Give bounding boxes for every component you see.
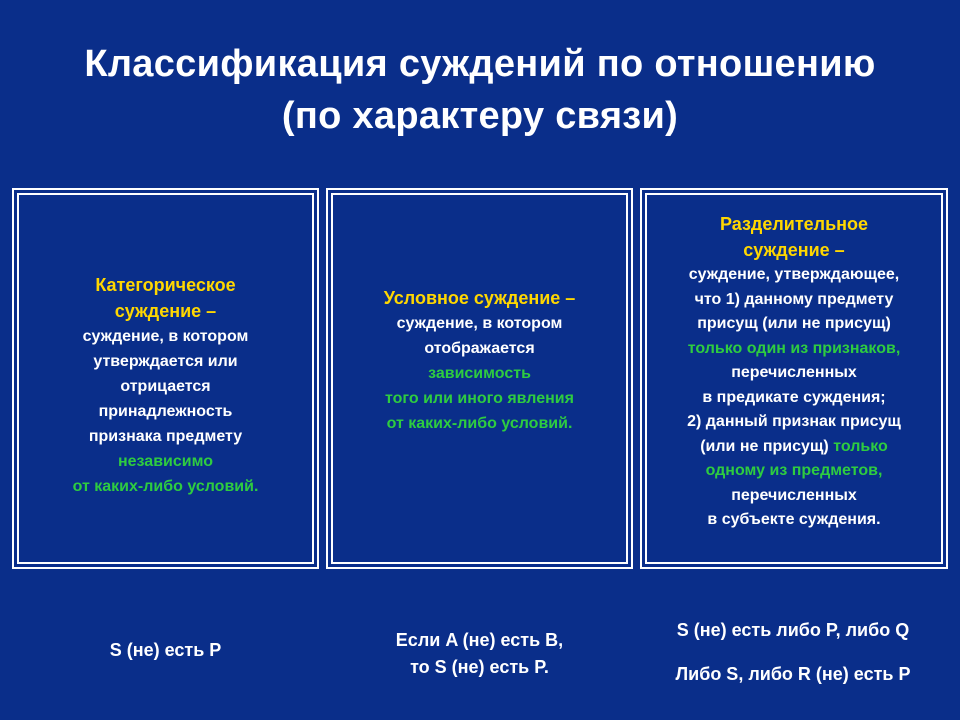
card-text-line: суждение, в котором <box>82 328 249 345</box>
card-text-line: перечисленных <box>731 486 857 504</box>
card-heading: Условное суждение – <box>383 288 576 308</box>
card-highlight-line: независимо <box>117 453 213 470</box>
card-text-line: 2) данный признак присущ <box>687 413 901 430</box>
card-highlight-line: того или иного явления <box>385 390 574 407</box>
card-text-line: суждение, утверждающее, <box>688 266 900 283</box>
conditional-formula-line1: Если A (не) есть B, <box>395 630 564 650</box>
card-highlight-line: только один из признаков, <box>687 339 901 357</box>
card-text-line: утверждается или <box>93 353 238 370</box>
card-heading: суждение – <box>114 301 217 321</box>
card-text-line: в предикате суждения; <box>702 388 886 406</box>
card-highlight-fragment: только <box>833 437 888 455</box>
card-highlight-line: от каких-либо условий. <box>386 415 573 432</box>
card-heading: Разделительное <box>719 214 869 234</box>
disjunctive-formula-1: S (не) есть либо P, либо Q <box>676 620 910 640</box>
card-highlight-line: одному из предметов, <box>705 462 883 479</box>
card-text-line: в субъекте суждения. <box>707 511 881 528</box>
card-text-line: присущ (или не присущ) <box>697 315 891 332</box>
card-highlight-line: от каких-либо условий. <box>72 478 259 495</box>
card-text-line: перечисленных <box>731 364 857 381</box>
card-text-line: отрицается <box>120 378 211 395</box>
conditional-formula <box>326 627 633 681</box>
conditional-judgment-content <box>331 193 628 564</box>
card-heading: Категорическое <box>95 275 236 295</box>
slide-title-line2: (по характеру связи) <box>281 95 679 137</box>
conditional-formula-line2: то S (не) есть P. <box>410 657 549 677</box>
categorical-judgment-card <box>12 188 319 569</box>
card-text-line: признака предмету <box>88 428 243 445</box>
disjunctive-formula-2: Либо S, либо R (не) есть P <box>675 664 911 684</box>
card-highlight-line: зависимость <box>428 365 531 382</box>
card-text-fragment: (или не присущ) <box>700 437 834 455</box>
slide-title-line1: Классификация суждений по отношению <box>84 43 876 85</box>
card-text-line: принадлежность <box>98 403 233 420</box>
disjunctive-judgment-content <box>645 193 943 564</box>
card-mixed-line <box>700 435 888 460</box>
card-text-line: что 1) данному предмету <box>694 290 894 308</box>
categorical-judgment-content <box>17 193 314 564</box>
card-text-line: отображается <box>424 340 535 357</box>
card-heading: суждение – <box>743 240 845 260</box>
slide-title <box>0 38 960 142</box>
conditional-judgment-card <box>326 188 633 569</box>
disjunctive-judgment-card <box>640 188 948 569</box>
categorical-formula: S (не) есть P <box>109 640 222 660</box>
card-text-line: суждение, в котором <box>396 315 563 332</box>
